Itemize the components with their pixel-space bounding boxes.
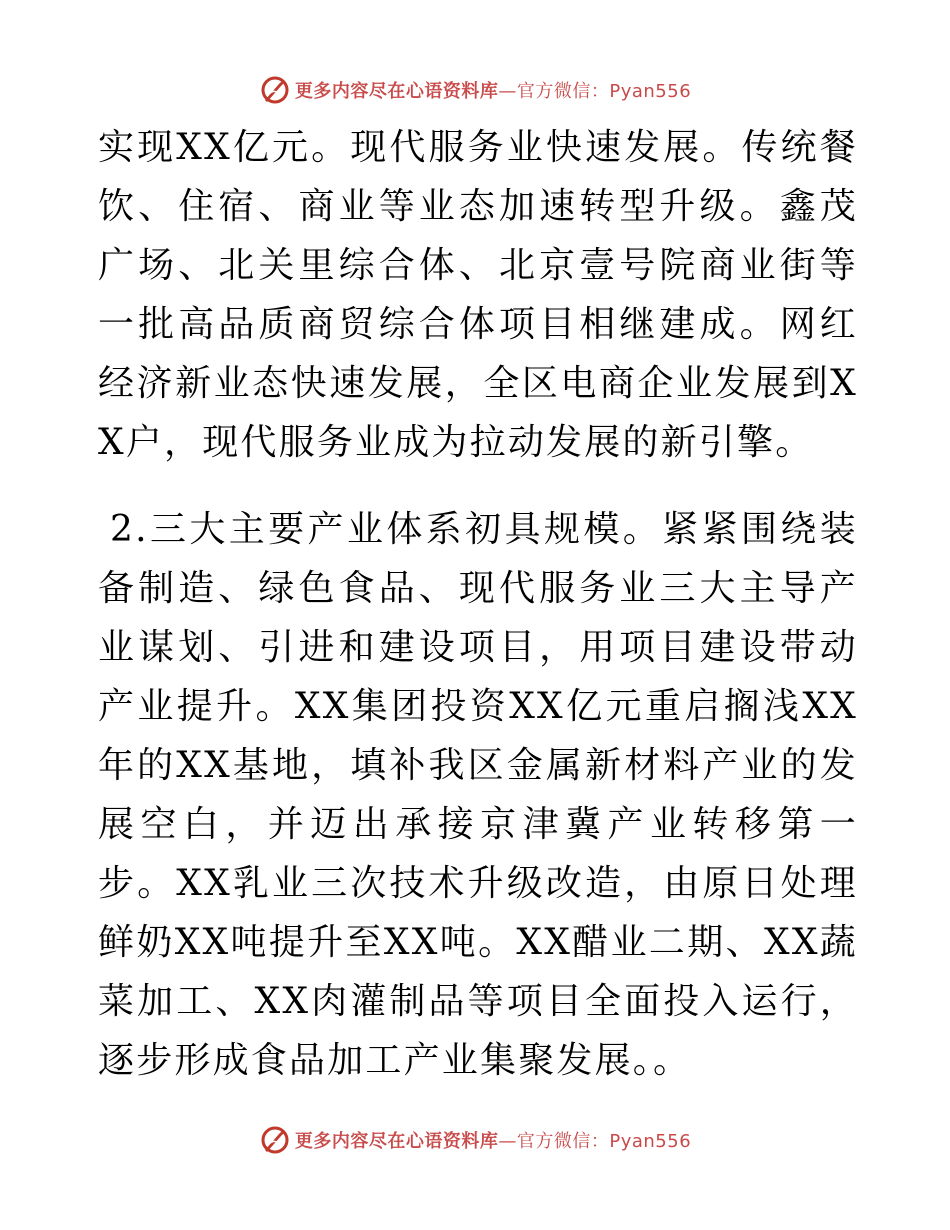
header-banner-content [259,74,691,106]
header-banner-text [295,77,691,103]
header-banner-wechat-label: 官方微信： [516,81,610,102]
header-banner-wechat-id: Pyan556 [609,81,692,102]
pen-seal-logo-icon [259,74,291,106]
header-banner [0,70,950,110]
paragraph-1: 实现XX亿元。现代服务业快速发展。传统餐饮、住宿、商业等业态加速转型升级。鑫茂广场、北关里综合体、北京壹号院商业街等一批高品质商贸综合体项目相继建成。网红经济新业态快速发展，全区电商企业发展到XX户，现代服务业成为拉动发展的新引擎。 [98,127,858,463]
footer-banner-text [295,1127,691,1153]
footer-banner-wechat-label: 官方微信： [516,1131,610,1152]
footer-banner-content [259,1124,691,1156]
footer-banner-dash: — [498,1131,517,1152]
pen-seal-logo-icon [259,1124,291,1156]
header-banner-main-text: 更多内容尽在心语资料库 [294,81,499,102]
document-body [98,118,858,1090]
paragraph-2: 2.三大主要产业体系初具规模。紧紧围绕装备制造、绿色食品、现代服务业三大主导产业谋划、引进和建设项目，用项目建设带动产业提升。XX集团投资XX亿元重启搁浅XX年的XX基地，填补我区金属新材料产业的发展空白，并迈出承接京津冀产业转移第一步。XX乳业三次技术升级改造，由原日处理鲜奶XX吨提升至XX吨。XX醋业二期、XX蔬菜加工、XX肉灌制品等项目全面投入运行，逐步形成食品加工产业集聚发展。。 [98,509,858,1081]
footer-banner [0,1120,950,1160]
header-banner-dash: — [498,81,517,102]
footer-banner-wechat-id: Pyan556 [609,1131,692,1152]
footer-banner-main-text: 更多内容尽在心语资料库 [294,1131,499,1152]
